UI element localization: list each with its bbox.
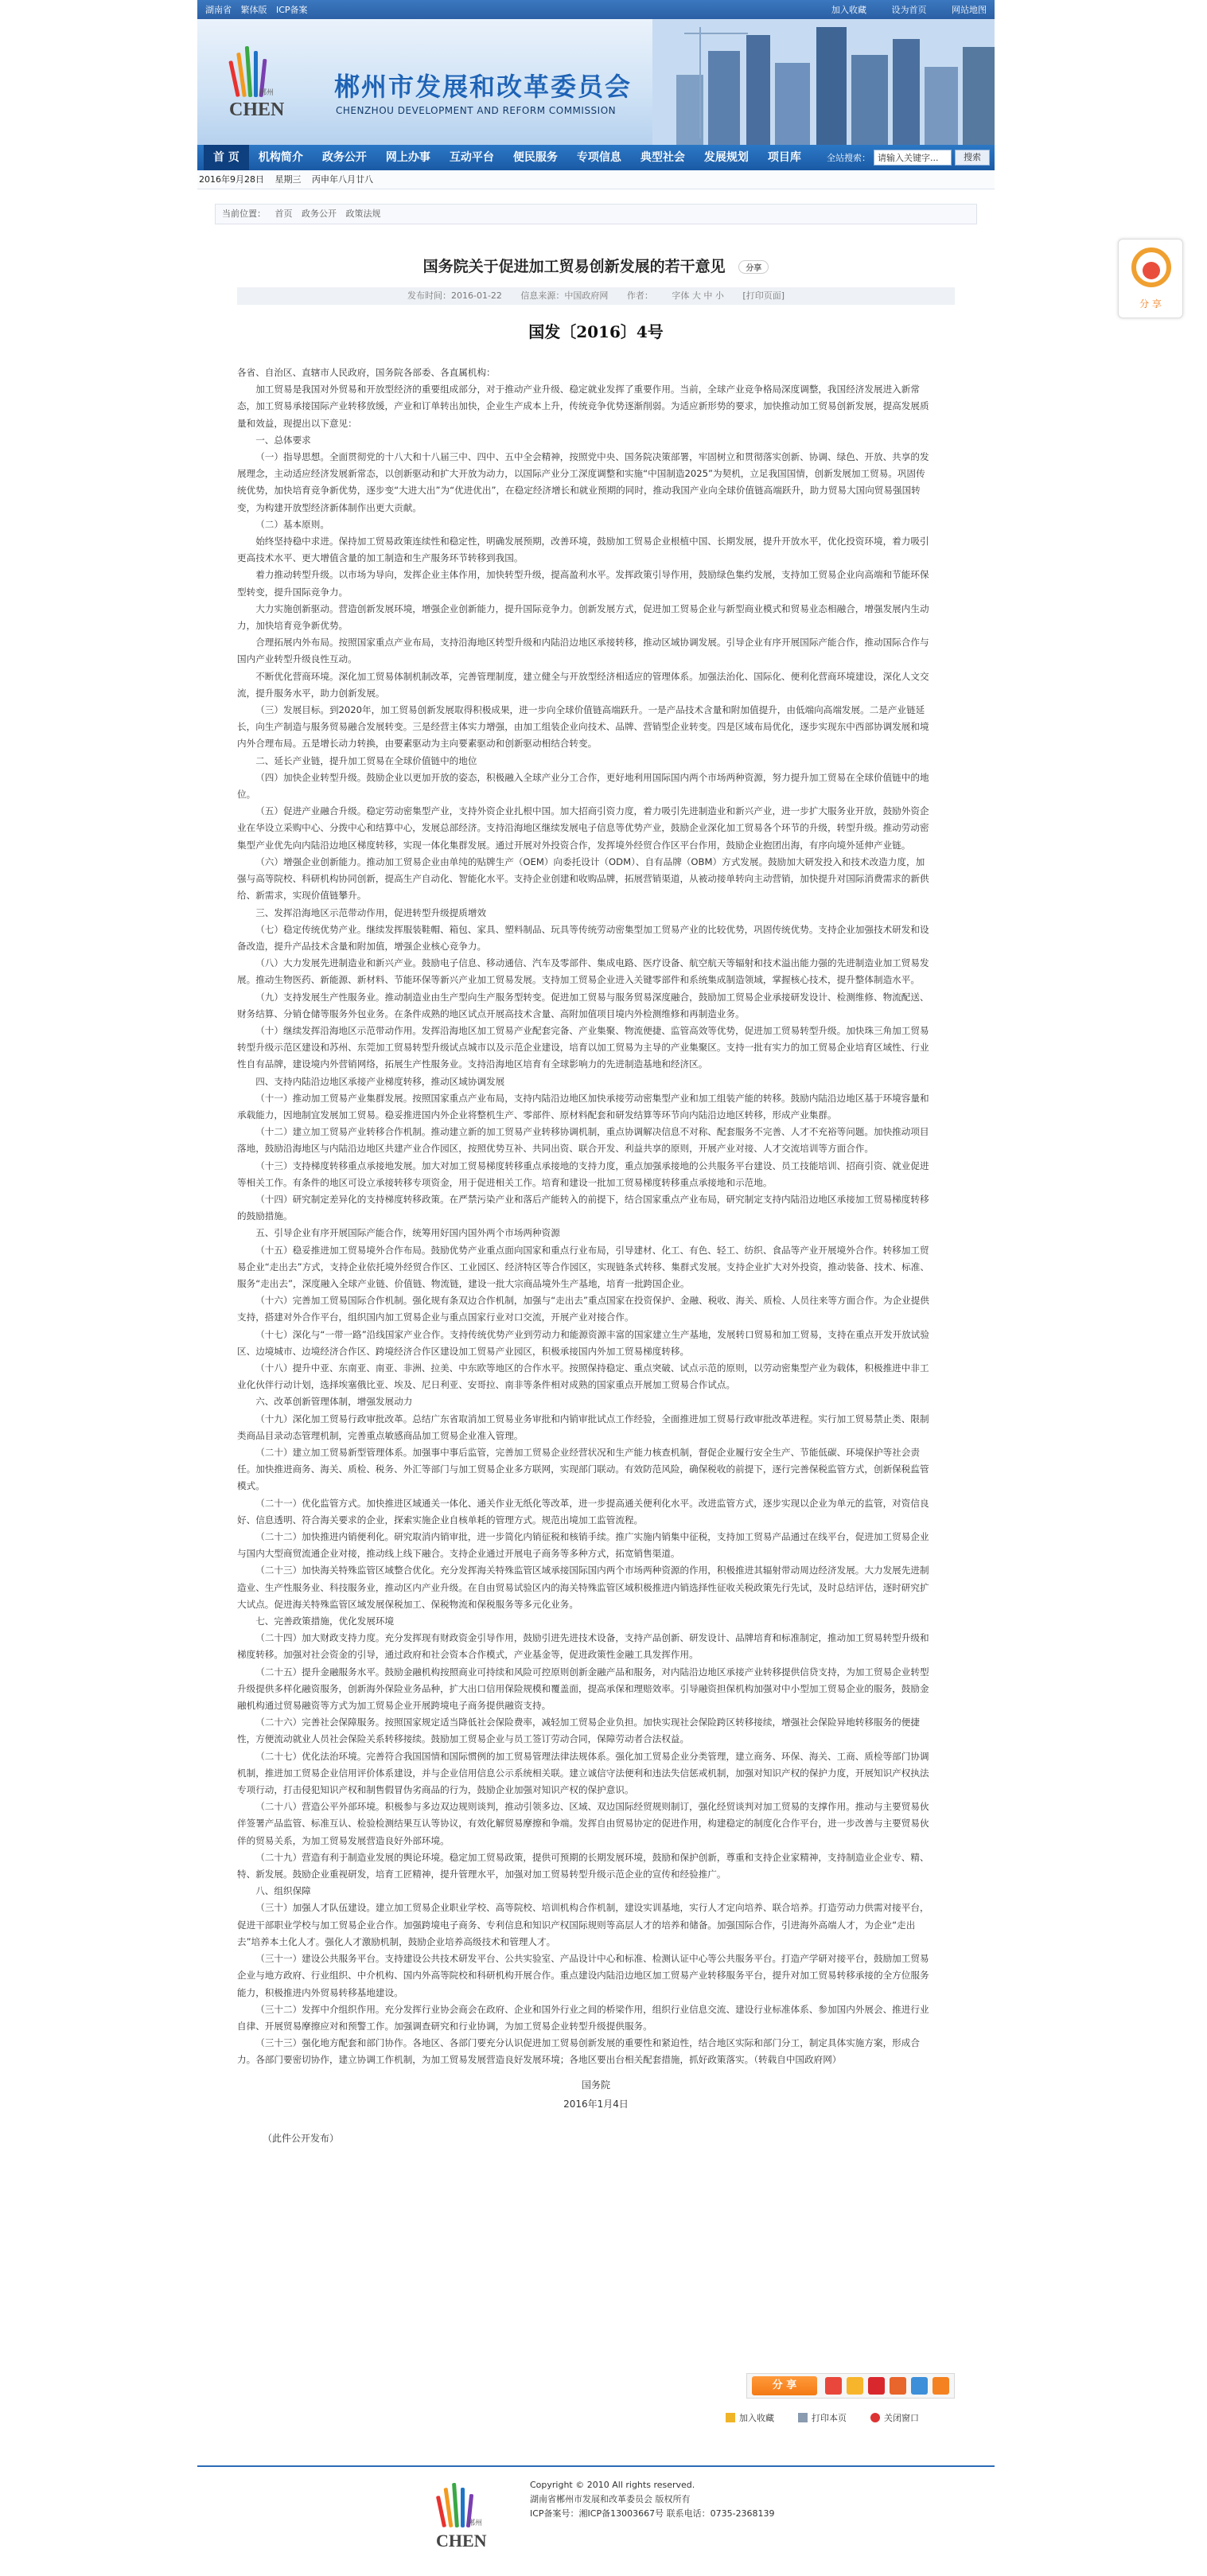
article-paragraph: （十四）研究制定差异化的支持梯度转移政策。在严禁污染产业和落后产能转入的前提下，结合国家重点产业布局，研究制定支持内陆沿边地区承接加工贸易梯度转移的鼓励措施。 [237,1193,929,1222]
header-banner [197,19,995,145]
page-wrap [197,0,995,224]
meta-publish-time: 发布时间：2016-01-22 [407,290,502,301]
article-paragraph: （二十九）营造有利于制造业发展的舆论环境。稳定加工贸易政策，提供可预期的长期发展环境，鼓励和保护创新，尊重和支持企业家精神，支持制造业企业专、精、特、新发展。鼓励企业重视研发，培育工匠精神，提升管理水平，加强对加工贸易转型升级示范企业的宣传和经验推广。 [237,1851,929,1880]
article-paragraph: （十八）提升中亚、东南亚、南亚、非洲、拉美、中东欧等地区的合作水平。按照保持稳定、重点突破、试点示范的原则，以劳动密集型产业为载体，积极推进中非工业化伙伴行动计划，选择埃塞俄比亚、埃及、尼日利亚、安哥拉、南非等条件相对成熟的国家重点开展加工贸易合作试点。 [237,1362,929,1391]
article-paragraph: 合理拓展内外布局。按照国家重点产业布局，支持沿海地区转型升级和内陆沿边地区承接转移，推动区域协调发展。引导企业有序开展国际产能合作，推动国际合作与国内产业转型升级良性互动。 [237,637,929,665]
share-logo-dot-icon [1143,262,1160,279]
breadcrumb-gov-affairs[interactable]: 政务公开 [302,208,337,219]
main-nav [197,145,995,170]
article-paragraph: （八）大力发展先进制造业和新兴产业。鼓励电子信息、移动通信、汽车及零部件、集成电路、医疗设备、航空航天等辐射和技术溢出能力强的先进制造业加工贸易发展。推动生物医药、新能源、新材料、节能环保等新兴产业加工贸易发展。支持加工贸易企业进入关键零部件和系统集成制造领域，掌握核心技术，提升整体制造水平。 [237,957,929,986]
article-paragraph: （二十七）优化法治环境。完善符合我国国情和国际惯例的加工贸易管理法律法规体系。强化加工贸易企业分类管理，建立商务、环保、海关、工商、质检等部门协调机制，推进加工贸易企业信用评价体系建设，并与企业信用信息公示系统相关联。建立诚信守法便利和违法失信惩戒机制，加强对知识产权的保护力度，开展知识产权执法专项行动，打击侵犯知识产权和制售假冒伪劣商品的行为，鼓励企业加强对知识产权的保护意识。 [237,1750,929,1796]
logo-text: CHEN [229,99,285,120]
article-paragraph: （十一）推动加工贸易产业集群发展。按照国家重点产业布局，支持内陆沿边地区加快承接劳动密集型产业和加工组装产能的转移。鼓励内陆沿边地区基于环境容量和承载能力，因地制宜发展加工贸易。稳妥推进国内外企业将整机生产、零部件、原材料配套和研发结算等环节向内陆沿边地区转移，形成产业集群。 [237,1092,929,1120]
article-paragraph: （二十）建立加工贸易新型管理体系。加强事中事后监管，完善加工贸易企业经营状况和生产能力核查机制，督促企业履行安全生产、节能低碳、环境保护等社会责任。加快推进商务、海关、质检、税务、外汇等部门与加工贸易企业多方联网，实现部门联动。有效防范风险，确保税收的前提下，逐行完善保税监管方式，创新保税监管模式。 [237,1447,929,1492]
floating-share-label: 分 享 [1139,298,1162,310]
article-paragraph: 大力实施创新驱动。营造创新发展环境，增强企业创新能力，提升国际竞争力。创新发展方式，促进加工贸易企业与新型商业模式和贸易业态相融合，增强发展内生动力，加快培育竞争新优势。 [237,602,929,632]
meta-source: 信息来源：中国政府网 [520,290,609,301]
article-paragraph: 一、总体要求 [255,434,311,446]
city-skyline-image [652,19,995,145]
tool-close[interactable] [870,2411,919,2424]
share-bar [746,2373,955,2399]
article-paragraph: （十七）深化与“一带一路”沿线国家产业合作。支持传统优势产业到劳动力和能源资源丰富的国家建立生产基地，发展转口贸易和加工贸易，支持在重点开发开放试验区、边境城市、边境经济合作区、跨境经济合作区建设加工贸易产业园区，积极承接国内外加工贸易梯度转移。 [237,1328,929,1357]
nav-planning[interactable]: 发展规划 [703,151,749,164]
nav-gov-affairs[interactable]: 政务公开 [321,151,367,164]
article-paragraph: （三）发展目标。到2020年，加工贸易创新发展取得积极成果，进一步向全球价值链高端跃升。一是产品技术含量和附加值提升，由低端向高端发展。二是产业链延长，向生产制造与服务贸易融合发展转变。三是经营主体实力增强，由加工组装企业向技术、品牌、营销型企业转变。四是区域布局优化，逐步实现东中西部协调发展和境内外合理布局。五是增长动力转换，由要素驱动为主向要素驱动和创新驱动相结合转变。 [237,704,929,750]
article-paragraph: （十三）支持梯度转移重点承接地发展。加大对加工贸易梯度转移重点承接地的支持力度，重点加强承接地的公共服务平台建设、员工技能培训、招商引资、就业促进等相关工作。有条件的地区可设立承接转移专项资金，用于促进相关工作。培育和建设一批加工贸易梯度转移重点承接地和示范地。 [237,1159,929,1188]
footer-logo-text: CHEN [436,2531,487,2551]
tool-close-label: 关闭窗口 [884,2413,919,2423]
article-title-row [197,255,995,276]
topbar-sitemap[interactable]: 网站地图 [952,5,987,15]
footer-logo [436,2478,492,2555]
article-paragraph: 始终坚持稳中求进。保持加工贸易政策连续性和稳定性，明确发展预期，改善环境，鼓励加工贸易企业根植中国、长期发展，提升开放水平，优化投资环境，着力吸引更高技术水平、更大增值含量的加工制造和生产服务环节转移到我国。 [237,536,929,564]
article-paragraph: （二十二）加快推进内销便利化。研究取消内销审批，进一步简化内销征税和核销手续。推广实施内销集中征税，支持加工贸易产品通过在线平台，促进加工贸易企业与国内大型商贸流通企业对接，推动线上线下融合。支持企业通过开展电子商务等多种方式，拓宽销售渠道。 [237,1531,929,1560]
breadcrumb-policy[interactable]: 政策法规 [345,208,381,219]
article-paragraph: （十二）建立加工贸易产业转移合作机制。推动建立新的加工贸易产业转移协调机制，重点协调解决信息不对称、配套服务不完善、人才不充裕等问题。加快推动项目落地，鼓励沿海地区与内陆沿边地区共建产业合作园区，按照优势互补、共同出资、联合开发、利益共享的原则，开展产业对接、人才交流培训等方面合作。 [237,1126,929,1155]
lunar-date-text: 丙申年八月廿八 [312,174,373,185]
article-paragraph: （四）加快企业转型升级。鼓励企业以更加开放的姿态，积极融入全球产业分工合作，更好地利用国际国内两个市场两种资源，努力提升加工贸易在全球价值链中的地位。 [237,771,929,801]
article-paragraph: （三十三）强化地方配套和部门协作。各地区、各部门要充分认识促进加工贸易创新发展的重要性和紧迫性，结合地区实际和部门分工，制定具体实施方案，形成合力。各部门要密切协作，建立协调工作机制，为加工贸易发展营造良好发展环境；各地区要出台相关配套措施，抓好政策落实。（转载自中国政府网） [237,2037,920,2066]
topbar-link-hunan[interactable]: 湖南省 [205,5,232,15]
article-signature-block [197,2075,995,2114]
article-paragraph: 六、改革创新管理体制，增强发展动力 [255,1396,413,1408]
article-paragraph: （三十一）建设公共服务平台。支持建设公共技术研发平台、公共实验室、产品设计中心和标准、检测认证中心等公共服务平台。打造产学研对接平台，鼓励加工贸易企业与地方政府、行业组织、中介机构、国内外高等院校和科研机构开展合作。重点建设内陆沿边地区加工贸易产业转移服务平台，提升对加工贸易转移承接的全方位服务能力，积极推进内外贸易转移基地建设。 [237,1953,929,1998]
article-paragraph: 四、支持内陆沿边地区承接产业梯度转移，推动区域协调发展 [255,1075,505,1087]
article-paragraph: 加工贸易是我国对外贸易和开放型经济的重要组成部分，对于推动产业升级、稳定就业发挥了重要作用。当前，全球产业竞争格局深度调整，我国经济发展进入新常态，加工贸易承接国际产业转移放缓，产业和订单转出加快，企业生产成本上升，传统竞争优势逐渐削弱。为适应新形势的要求，加快推动加工贸易创新发展，提高发展质量和效益，现提出以下意见： [237,384,929,429]
nav-home[interactable]: 首 页 [204,145,249,170]
site-subtitle: CHENZHOU DEVELOPMENT AND REFORM COMMISSION [336,105,617,116]
date-text: 2016年9月28日 [199,174,264,185]
close-icon [870,2413,880,2422]
article-paragraph: （六）增强企业创新能力。推动加工贸易企业由单纯的贴牌生产（OEM）向委托设计（ODM）、自有品牌（OBM）方式发展。鼓励加大研发投入和技术改造力度，加强与高等院校、科研机构协同创新，提高生产自动化、智能化水平。支持企业创建和收购品牌，拓展营销渠道，从被动接单转向主动营销，加快提升对国际消费需求的新供给、新需求，实现价值链攀升。 [237,855,929,902]
nav-special-info[interactable]: 专项信息 [576,151,621,164]
weekday-text: 星期三 [274,174,302,185]
document-number: 国发〔2016〕4号 [528,322,664,341]
printer-icon [798,2413,808,2422]
article-paragraph: 不断优化营商环境。深化加工贸易体制机制改革，完善管理制度，建立健全与开放型经济相适应的管理体系。加强法治化、国际化、便利化营商环境建设，深化人文交流，提升服务水平，助力创新发展。 [237,670,929,699]
search-button[interactable]: 搜索 [955,150,990,166]
article-paragraph: 七、完善政策措施，优化发展环境 [255,1615,395,1627]
logo-small-text: 郴州 [259,89,274,97]
share-more-icon[interactable] [933,2377,949,2395]
floating-share-widget[interactable] [1118,239,1183,318]
article-title: 国务院关于促进加工贸易创新发展的若干意见 [422,258,726,275]
share-weibo-icon[interactable] [825,2377,842,2395]
breadcrumb-home[interactable]: 首页 [274,208,293,219]
article-sign-date: 2016年1月4日 [563,2098,629,2110]
article-paragraph: 各省、自治区、直辖市人民政府，国务院各部委、各直属机构： [237,367,496,378]
article-paragraph: （二十三）加快海关特殊监管区域整合优化。充分发挥海关特殊监管区域承接国际国内两个市场两种资源的作用，积极推进其辐射带动周边经济发展。大力发展先进制造业、生产性服务业、科技服务业，推动区内产业升级。在自由贸易试验区内的海关特殊监管区域积极推进内销选择性征收关税政策先行先试，及时总结评估，逐时研究扩大试点。促进海关特殊监管区域发展保税加工、保税物流和保税服务等多元化业务。 [237,1565,929,1610]
footer [197,2465,995,2576]
article-paragraph: 二、延长产业链，提升加工贸易在全球价值链中的地位 [255,754,477,766]
article-paragraph: （二十四）加大财政支持力度。充分发挥现有财政资金引导作用，鼓励引进先进技术设备，支持产品创新、研发设计、品牌培育和标准制定，推动加工贸易转型升级和梯度转移。加强对社会资金的引导，通过政府和社会资本合作模式，产业基金等，促进政策性金融工具发挥作用。 [237,1632,929,1661]
topbar-set-homepage[interactable]: 设为首页 [891,5,927,15]
article-paragraph: 五、引导企业有序开展国际产能合作，统筹用好国内国外两个市场两种资源 [255,1227,560,1239]
article-share-mini-button[interactable]: 分享 [738,260,769,274]
article-paragraph: （二十一）优化监管方式。加快推进区域通关一体化、通关作业无纸化等改革，进一步提高通关便利化水平。改进监管方式，逐步实现以企业为单元的监管，对资信良好、信息透明、符合海关要求的企业，探索实施企业自核单耗的管理方式。规范出境加工监管流程。 [237,1497,929,1526]
article-paragraph: （一）指导思想。全面贯彻党的十八大和十八届三中、四中、五中全会精神，按照党中央、国务院决策部署，牢固树立和贯彻落实创新、协调、绿色、开放、共享的发展理念，主动适应经济发展新常态，以创新驱动和扩大开放为动力，以国际产业分工深度调整和实施“中国制造2025”为契机，立足我国国情，创新发展加工贸易。巩固传统优势，加快培育竞争新优势，逐步变“大进大出”为“优进优出”，在稳定经济增长和就业预期的同时，推动我国产业向全球价值链高端跃升，助力贸易大国向贸易强国转变，为构建开放型经济新体制作出更大贡献。 [237,451,929,513]
page-tools [726,2411,943,2424]
meta-font-size[interactable]: 字体 大 中 小 [672,290,724,301]
nav-about[interactable]: 机构简介 [258,151,303,164]
top-bar [197,0,995,19]
article-paragraph: （二十六）完善社会保障服务。按照国家规定适当降低社会保险费率，减轻加工贸易企业负担。加快实现社会保险跨区转移接续，增强社会保险异地转移服务的便捷性，方便流动就业人员社会保险关系转移接续。鼓励加工贸易企业与员工签订劳动合同，保障劳动者合法权益。 [237,1717,920,1745]
share-qzone-icon[interactable] [847,2377,863,2395]
nav-typical[interactable]: 典型社会 [640,151,685,164]
site-logo[interactable] [229,41,286,121]
article-paragraph: （五）促进产业融合升级。稳定劳动密集型产业，支持外资企业扎根中国。加大招商引资力度，着力吸引先进制造业和新兴产业，进一步扩大服务业开放，鼓励外资企业在华设立采购中心、分拨中心和结算中心，发展总部经济。支持沿海地区继续发展电子信息等优势产业，鼓励企业深化加工贸易各个环节的升级，转型升级。推动劳动密集型产业优先向内陆沿边地区梯度转移，实现一体化集群发展。通过开展对外投资合作，发挥境外经贸合作区平台作用，鼓励企业抱团出海，有序向境外延伸产业链。 [237,805,929,851]
article-paragraph: （九）支持发展生产性服务业。推动制造业由生产型向生产服务型转变。促进加工贸易与服务贸易深度融合，鼓励加工贸易企业承接研发设计、检测维修、物流配送、财务结算、分销仓储等服务外包业务。在条件成熟的地区试点开展高技术含量、高附加值项目境内外检测维修和再制造业务。 [237,991,929,1019]
footer-text [530,2478,775,2521]
star-icon [726,2413,735,2422]
article-paragraph: （十五）稳妥推进加工贸易境外合作布局。鼓励优势产业重点面向国家和重点行业布局，引导建材、化工、有色、轻工、纺织、食品等产业开展境外合作。转移加工贸易企业“走出去”方式，支持企业依托境外经贸合作区、工业园区、经济特区等合作园区，实现链条式转移、集群式发展。支持企业扩大对外投资，推动装备、技术、标准、服务“走出去”，深度融入全球产业链、价值链、物流链，建设一批大宗商品境外生产基地，培育一批跨国企业。 [237,1244,929,1289]
share-renren-icon[interactable] [868,2377,885,2395]
article-paragraph: 着力推动转型升级。以市场为导向，发挥企业主体作用，加快转型升级，提高盈利水平。发挥政策引导作用，鼓励绿色集约发展，支持加工贸易企业向高端和节能环保型转变，提升国际竞争力。 [237,569,929,598]
nav-online-services[interactable]: 网上办事 [385,151,430,164]
breadcrumb [215,204,977,224]
breadcrumb-label: 当前位置： [222,208,266,219]
meta-print[interactable]: [打印页面] [742,290,785,301]
site-title: 郴州市发展和改革委员会 [334,72,633,102]
article [197,247,995,2145]
article-paragraph: （三十二）发挥中介组织作用。充分发挥行业协会商会在政府、企业和国外行业之间的桥梁作用，组织行业信息交流、建设行业标准体系、参加国内外展会、推进行业自律、开展贸易摩擦应对和预警工作。加强调查研究和行业协调，为加工贸易企业转型升级提供服务。 [237,2003,929,2032]
article-paragraph: （七）稳定传统优势产业。继续发挥服装鞋帽、箱包、家具、塑料制品、玩具等传统劳动密集型加工贸易产业的比较优势，巩固传统优势。支持企业加强技术研发和设备改造，提升产品技术含量和附加值，增强企业核心竞争力。 [237,923,929,952]
nav-interaction[interactable]: 互动平台 [449,151,494,164]
search-input[interactable]: 请输入关键字... [874,150,952,166]
tool-print-label: 打印本页 [812,2413,847,2423]
article-paragraph: （二）基本原则。 [255,518,329,530]
topbar-add-favorite[interactable]: 加入收藏 [831,5,866,15]
site-search [827,150,995,166]
share-button[interactable]: 分 享 [752,2376,817,2395]
date-bar [197,170,995,189]
meta-author: 作者： [626,290,653,301]
nav-public-services[interactable]: 便民服务 [512,151,558,164]
footer-icp: ICP备案号：湘ICP备13003667号 联系电话：0735-2368139 [530,2508,775,2519]
share-douban-icon[interactable] [890,2377,906,2395]
article-paragraph: 八、组织保障 [255,1885,311,1897]
footer-owner: 湖南省郴州市发展和改革委员会 版权所有 [530,2494,691,2504]
article-paragraph: （三十）加强人才队伍建设。建立加工贸易企业职业学校、高等院校、培训机构合作机制，建设实训基地，实行人才定向培养、联合培养。打造劳动力供需对接平台，促进干部职业学校与加工贸易企业合作。加强跨境电子商务、专利信息和知识产权国际规则等高层人才的培养和储备。加强国际合作，引进海外高端人才，为企业“走出去”培养本土化人才。强化人才激励机制，鼓励企业培养高级技术和管理人才。 [237,1902,929,1947]
share-tqq-icon[interactable] [911,2377,928,2395]
topbar-link-icp[interactable]: ICP备案 [276,5,308,15]
article-paragraph: （二十八）营造公平外部环境。积极参与多边双边规则谈判，推动引领多边、区域、双边国际经贸规则制订，强化经贸谈判对加工贸易的支撑作用。推动与主要贸易伙伴签署产品监管、标准互认、检验检测结果互认等协议，有效化解贸易摩擦和争端。发挥自由贸易协定的促进作用，构建稳定的制度化合作平台，进一步改善与主要贸易伙伴的贸易关系，为加工贸易发展营造良好外部环境。 [237,1801,929,1846]
article-body [237,364,933,2069]
article-meta [237,287,955,305]
footer-logo-small: 郴州 [468,2519,483,2527]
article-signature: 国务院 [581,2079,610,2091]
article-paragraph: 三、发挥沿海地区示范带动作用，促进转型升级提质增效 [255,906,487,918]
article-paragraph: （十九）深化加工贸易行政审批改革。总结广东省取消加工贸易业务审批和内销审批试点工作经验，全面推进加工贸易行政审批改革进程。实行加工贸易禁止类、限制类商品目录动态管理机制，完善重点敏感商品加工贸易企业准入管理。 [237,1413,929,1441]
search-label: 全站搜索： [827,153,870,163]
tool-print[interactable] [798,2411,847,2424]
article-note: （此件公开发布） [263,2132,340,2144]
nav-projects[interactable]: 项目库 [767,151,801,164]
article-paragraph: （二十五）提升金融服务水平。鼓励金融机构按照商业可持续和风险可控原则创新金融产品和服务，对内陆沿边地区承接产业转移提供信贷支持，为加工贸易企业转型升级提供多样化融资服务，创新海外保险业务品种，扩大出口信用保险规模和覆盖面，提高承保和理赔效率。引导融资担保机构加强对中小型加工贸易企业的服务，鼓励金融机构通过贸易融资等方式为加工贸易企业开展跨境电子商务提供融资支持。 [237,1666,929,1712]
tool-add-favorite[interactable] [726,2411,774,2424]
topbar-link-traditional[interactable]: 繁体版 [240,5,267,15]
article-paragraph: （十）继续发挥沿海地区示范带动作用。发挥沿海地区加工贸易产业配套完备、产业集聚、物流便捷、监管高效等优势，促进加工贸易转型升级。加快珠三角加工贸易转型升级示范区建设和苏州、东莞加工贸易转型升级试点城市以及示范企业建设，培育以加工贸易为主导的产业集聚区。支持一批有实力的加工贸易企业培育区域性、行业性自有品牌，建设境内外营销网络，拓展生产性服务业。支持沿海地区培育有全球影响力的先进制造基地和经济区。 [237,1024,929,1070]
article-paragraph: （十六）完善加工贸易国际合作机制。强化规有条双边合作机制，加强与“走出去”重点国家在投资保护、金融、税收、海关、质检、人员往来等方面合作。为企业提供支持，搭建对外合作平台，组织国内加工贸易企业与重点国家行业对口交流，开展产业对接合作。 [237,1295,929,1323]
footer-copyright: Copyright © 2010 All rights reserved. [530,2480,695,2490]
tool-add-favorite-label: 加入收藏 [739,2413,774,2423]
